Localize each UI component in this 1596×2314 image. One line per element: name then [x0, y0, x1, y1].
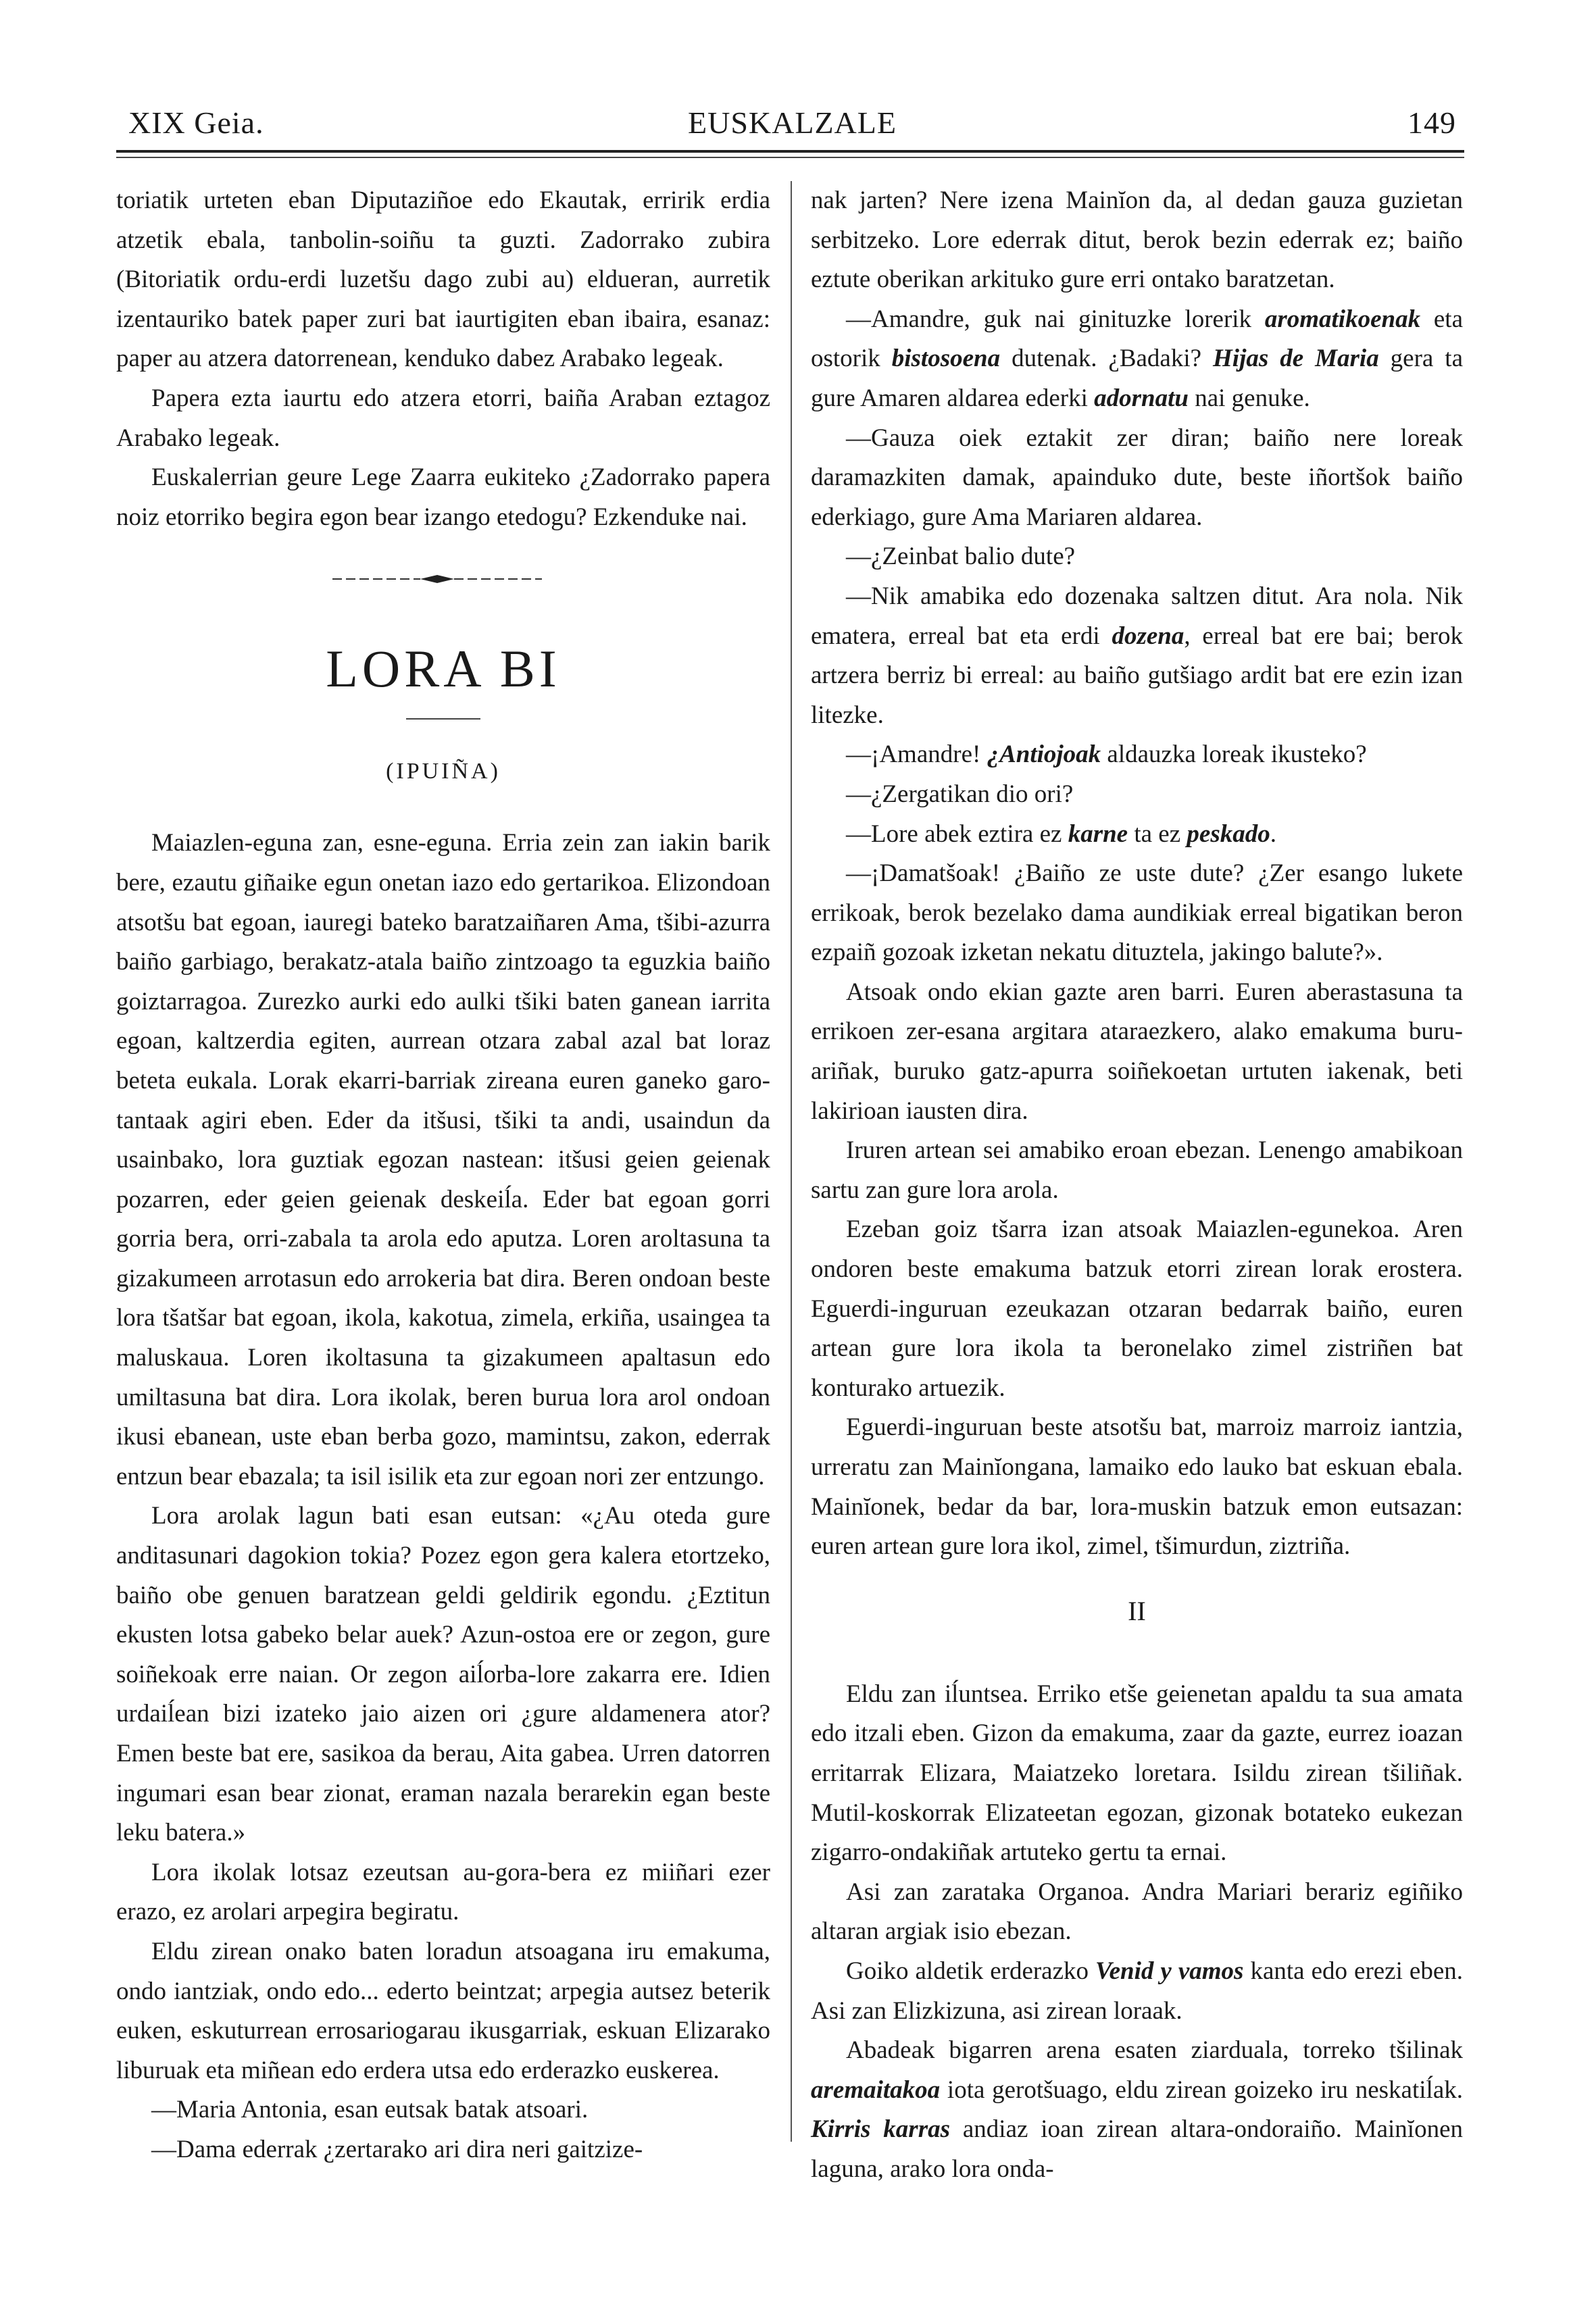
dialogue-line: —Maria Antonia, esan eutsak batak atsoari. — [151, 2096, 589, 2124]
emphasis-word: aromatikoenak — [1264, 305, 1421, 333]
section-number: II — [1128, 1595, 1146, 1626]
text-run: iota gerotšuago, eldu zirean goizeko iru neskatiĺak. — [940, 2076, 1463, 2104]
emphasis-word: aremaitakoa — [811, 2076, 941, 2104]
dialogue-line — [811, 300, 1463, 419]
story-paragraph: Lora ikolak lotsaz ezeutsan au-gora-bera ez miiñari ezer erazo, ez arolari arpegira begiratu. — [116, 1858, 770, 1926]
section-ornament — [116, 537, 770, 638]
intro-paragraph: Euskalerrian geure Lege Zaarra eukiteko ¿Zadorrako papera noiz etorriko begira egon bear izango etedogu? Ezkenduke nai. — [116, 463, 770, 531]
emphasis-word: bistosoena — [891, 345, 1001, 373]
text-run: —Amandre, guk nai ginituzke lorerik — [846, 305, 1265, 333]
dialogue-line — [811, 577, 1463, 735]
text-run: nai genuke. — [1188, 384, 1310, 412]
emphasis-word: karne — [1068, 820, 1128, 848]
text-run: , erreal bat ere bai; berok artzera berriz bi erreal: au baiño gutšiago ardit bat ere ezin izan litezke. — [811, 622, 1463, 729]
running-header — [128, 105, 1456, 152]
text-run: dutenak. ¿Badaki? — [1000, 345, 1214, 373]
story-paragraph: Lora arolak lagun bati esan eutsan: «¿Au oteda gure anditasunari dagokion tokia? Pozez egon gera kalera etortzeko, baiño obe genuen baratzean geldi geldirik egondu. ¿Eztitun ekusten lotsa gabeko belar auek? Azun-ostoa ere or zegon, gure soiñekoak erre naian. Or zegon aiĺorba-lore zakarra ere. Idien urdaiĺean bizi izateko jaio aizen ori ¿gure aldamenera ator? Emen beste bat ere, sasikoa da berau, Aita gabea. Urren datorren ingumari esan bear zionat, eraman nazala berarekin egan beste leku batera.» — [116, 1502, 770, 1847]
dialogue-line — [811, 815, 1463, 855]
header-issue: XIX Geia. — [128, 105, 264, 140]
story-paragraph: Eldu zirean onako baten loradun atsoagana iru emakuma, ondo iantziak, ondo edo... ederto beintzat; arpegia autsez beterik euken, eskuturrean errosariogarau ikusgarriak, eskuan Elizarako liburuak eta miñean edo erdera utsa edo erderazko euskerea. — [116, 1937, 770, 2084]
text-run: . — [1270, 820, 1276, 848]
header-rule-thin — [116, 157, 1464, 158]
column-divider — [791, 181, 792, 2142]
title-underline — [406, 718, 480, 720]
emphasis-word: dozena — [1112, 622, 1184, 650]
story-paragraph: Iruren artean sei amabiko eroan ebezan. Lenengo amabikoan sartu zan gure lora arola. — [811, 1136, 1463, 1204]
text-run: aldauzka loreak ikusteko? — [1101, 740, 1367, 769]
dialogue-line: —¿Zeinbat balio dute? — [846, 543, 1076, 571]
text-run: —¡Amandre! — [846, 740, 987, 769]
story-paragraph: Ezeban goiz tšarra izan atsoak Maiazlen-egunekoa. Aren ondoren beste emakuma batzuk etorri zirean lorak erostera. Eguerdi-inguruan ezeukazan otzaran bedarrak baiño, euren artean gure lora ikola ta beronelako zimel zistriñen bat konturako artuezik. — [811, 1215, 1463, 1402]
page-number: 149 — [1407, 105, 1456, 140]
story-paragraph: Atsoak ondo ekian gazte aren barri. Euren aberastasuna ta errikoen zer-esana argitara ataraezkero, alako emakuma buru-ariñak, buruko gatz-apurra soiñekoetan urtuten iakenak, beti lakirioan iausten dira. — [811, 978, 1463, 1125]
header-rule — [116, 150, 1464, 153]
dialogue-line: —¡Damatšoak! ¿Baiño ze uste dute? ¿Zer esango lukete errikoak, berok bezelako dama aundikiak erreal bigatikan beron ezpaiñ gozoak izketan nekatu dituztela, jakingo balute?». — [811, 859, 1463, 967]
emphasis-word: Venid y vamos — [1095, 1957, 1244, 1985]
story-title: LORA BI — [326, 639, 561, 699]
story-paragraph: Eguerdi-inguruan beste atsotšu bat, marroiz marroiz iantzia, urreratu zan Mainĭongana, lamaiko edo lauko bat eskuan ebala. Mainĭonek, bedar da bar, lora-muskin batzuk emon eutsazan: euren artean gure lora ikol, zimel, tšimurdun, ziztriña. — [811, 1413, 1463, 1561]
right-column — [811, 181, 1463, 2190]
text-run: —Nik amabika edo dozenaka saltzen ditut. Ara nola. Nik ematera, erreal bat eta erdi — [811, 582, 1463, 650]
text-run: Goiko aldetik erderazko — [846, 1957, 1096, 1985]
emphasis-word: peskado — [1187, 820, 1270, 848]
text-run: gera ta gure Amaren aldarea ederki — [811, 345, 1463, 412]
dialogue-line: —Dama ederrak ¿zertarako ari dira neri gaitzize- — [151, 2135, 643, 2163]
story-paragraph — [811, 2031, 1463, 2189]
story-paragraph: Maiazlen-eguna zan, esne-eguna. Erria zein zan iakin barik bere, ezautu giñaike egun onetan iazo edo gertarikoa. Elizondoan atsotšu bat egoan, iauregi bateko baratzaiñaren Ama, tšibi-azurra baiño garbiago, berakatz-atala baiño zintzoago ta eguzkia baiño goiztarragoa. Zurezko aurki edo aulki tšiki baten ganean iarrita egoan, kaltzerdia egiten, aurrean otzara zabal azal bat loraz beteta eukala. Lorak ekarri-barriak zireana euren ganeko garo-tantaak agiri eben. Eder da itšusi, tšiki ta andi, usaindun da usainbako, lora guztiak egozan nastean: itšusi geien geienak pozarren, eder geien geienak deskeiĺa. Eder bat egoan gorri gorria bera, orri-zabala ta arola edo aputza. Loren aroltasuna ta gizakumeen arrotasun edo arrokeria bat dira. Beren ondoan beste lora tšatšar bat egoan, ikola, kakotua, zimela, erkiña, usaingea ta maluskaua. Loren ikoltasuna ta gizakumeen apaltasun edo umiltasuna bat dira. Lora ikolak, beren burua lora arol ondoan ikusi ebanean, uste eban berba gozo, mamintsu, zakon, ederrak entzun bear ebazala; ta isil isilik eta zur egoan nori zer entzungo. — [116, 829, 770, 1490]
story-paragraph: Eldu zan iĺuntsea. Erriko etše geienetan apaldu ta sua amata edo itzali eben. Gizon da emakuma, zaar da gazte, eurrez ioazan erritarrak Elizara, Maiatzeko loretara. Isildu zirean tšiliñak. Mutil-koskorrak Elizateetan egozan, gizonak botateko eukezan zigarro-ondakiñak artuteko gertu ta ernai. — [811, 1680, 1463, 1867]
ornament-rule-icon — [332, 572, 542, 586]
dialogue-line — [811, 735, 1463, 775]
story-paragraph — [811, 1952, 1463, 2031]
text-run: andiaz ioan zirean altara-ondoraiño. Mainĭonen laguna, arako lora onda- — [811, 2115, 1463, 2183]
emphasis-word: ¿Antiojoak — [987, 740, 1101, 769]
text-run: Abadeak bigarren arena esaten ziarduala, torreko tšilinak — [846, 2036, 1463, 2065]
dialogue-line: —¿Zergatikan dio ori? — [846, 780, 1074, 808]
story-paragraph: Asi zan zarataka Organoa. Andra Mariari berariz egiñiko altaran argiak isio ebezan. — [811, 1878, 1463, 1946]
intro-paragraph: toriatik urteten eban Diputaziñoe edo Ekautak, erririk erdia atzetik ebala, tanbolin-soiñu ta guzti. Zadorrako zubira (Bitoriatik ordu-erdi luzetšu dago zubi au) eldueran, aurretik izentauriko batek paper zuri bat iaurtigiten eban ibaira, esanaz: paper au atzera datorrenean, kenduko dabez Arabako legeak. — [116, 186, 770, 373]
intro-paragraph: Papera ezta iaurtu edo atzera etorri, baiña Araban eztagoz Arabako legeak. — [116, 384, 770, 452]
emphasis-word: Kirris karras — [811, 2115, 950, 2144]
story-paragraph: nak jarten? Nere izena Mainĭon da, al dedan gauza guzietan serbitzeko. Lore ederrak ditut, berok bezin ederrak ez; baiño eztute oberikan arkituko gure erri ontako baratzetan. — [811, 186, 1463, 294]
text-run: kanta edo erezi eben. Asi zan Elizkizuna, asi zirean loraak. — [811, 1957, 1463, 2025]
story-subtitle: (IPUIÑA) — [386, 759, 501, 784]
dialogue-line: —Gauza oiek eztakit zer diran; baiño nere loreak daramazkiten damak, apainduko dute, beste iñortšok baiño ederkiago, gure Ama Mariaren aldarea. — [811, 424, 1463, 531]
left-column — [116, 181, 770, 2170]
emphasis-word: Hijas de Maria — [1213, 345, 1379, 373]
emphasis-word: adornatu — [1094, 384, 1189, 412]
text-run: eta ostorik — [811, 305, 1463, 373]
header-journal-title: EUSKALZALE — [688, 105, 897, 140]
text-run: —Lore abek eztira ez — [846, 820, 1068, 848]
text-run: ta ez — [1128, 820, 1187, 848]
